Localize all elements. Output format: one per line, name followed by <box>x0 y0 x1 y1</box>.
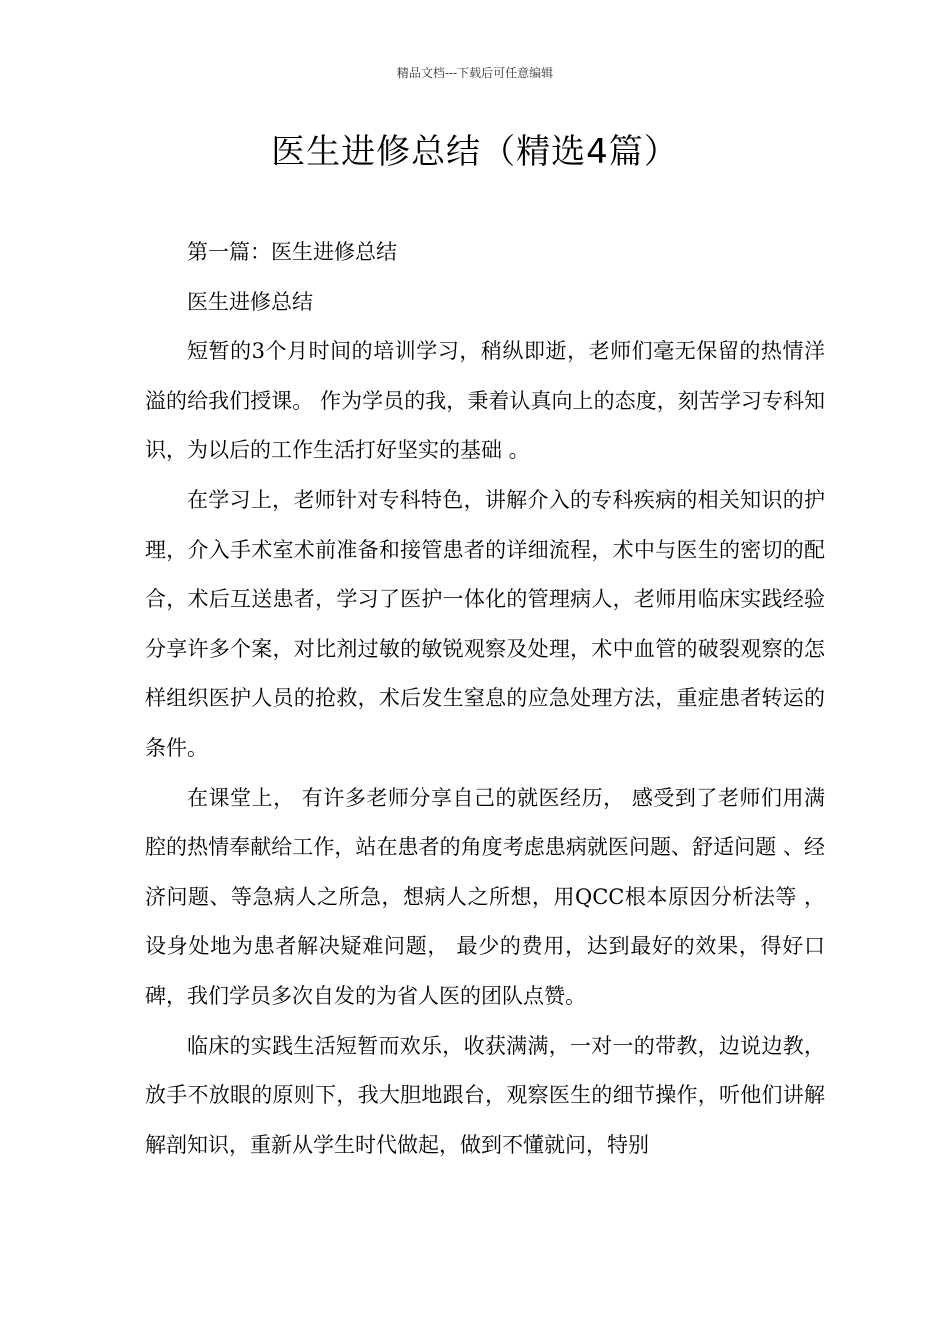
paragraph-4: 临床的实践生活短暂而欢乐，收获满满，一对一的带教，边说边教，放手不放眼的原则下，我大胆地跟台，观察医生的细节操作，听他们讲解解剖知识，重新从学生时代做起，做到不懂就问，特别 <box>145 1033 825 1157</box>
header-note: 精品文档---下载后可任意编辑 <box>396 66 554 80</box>
subheading: 医生进修总结 <box>187 289 313 314</box>
section-heading: 第一篇：医生进修总结 <box>187 240 397 264</box>
paragraph-1: 短暂的3个月时间的培训学习，稍纵即逝，老师们毫无保留的热情洋溢的给我们授课。 作为学员的我，秉着认真向上的态度，刻苦学习专科知识，为以后的工作生活打好坚实的基础 。 <box>145 339 825 463</box>
document-title: 医生进修总结（精选4篇） <box>271 132 679 172</box>
paragraph-2: 在学习上，老师针对专科特色，讲解介入的专科疾病的相关知识的护理，介入手术室术前准备和接管患者的详细流程，术中与医生的密切的配合，术后互送患者，学习了医护一体化的管理病人，老师用临床实践经验分享许多个案，对比剂过敏的敏锐观察及处理，术中血管的破裂观察的怎样组织医护人员的抢救，术后发生窒息的应急处理方法，重症患者转运的条件。 <box>145 487 825 760</box>
document-body <box>145 228 825 1170</box>
paragraph-3: 在课堂上， 有许多老师分享自己的就医经历， 感受到了老师们用满腔的热情奉献给工作，站在患者的角度考虑患病就医问题、舒适问题 、经济问题、等急病人之所急，想病人之所想，用QCC根本原因分析法等 ，设身处地为患者解决疑难问题， 最少的费用，达到最好的效果，得好口碑，我们学员多次自发的为省人医的团队点赞。 <box>145 785 825 1008</box>
